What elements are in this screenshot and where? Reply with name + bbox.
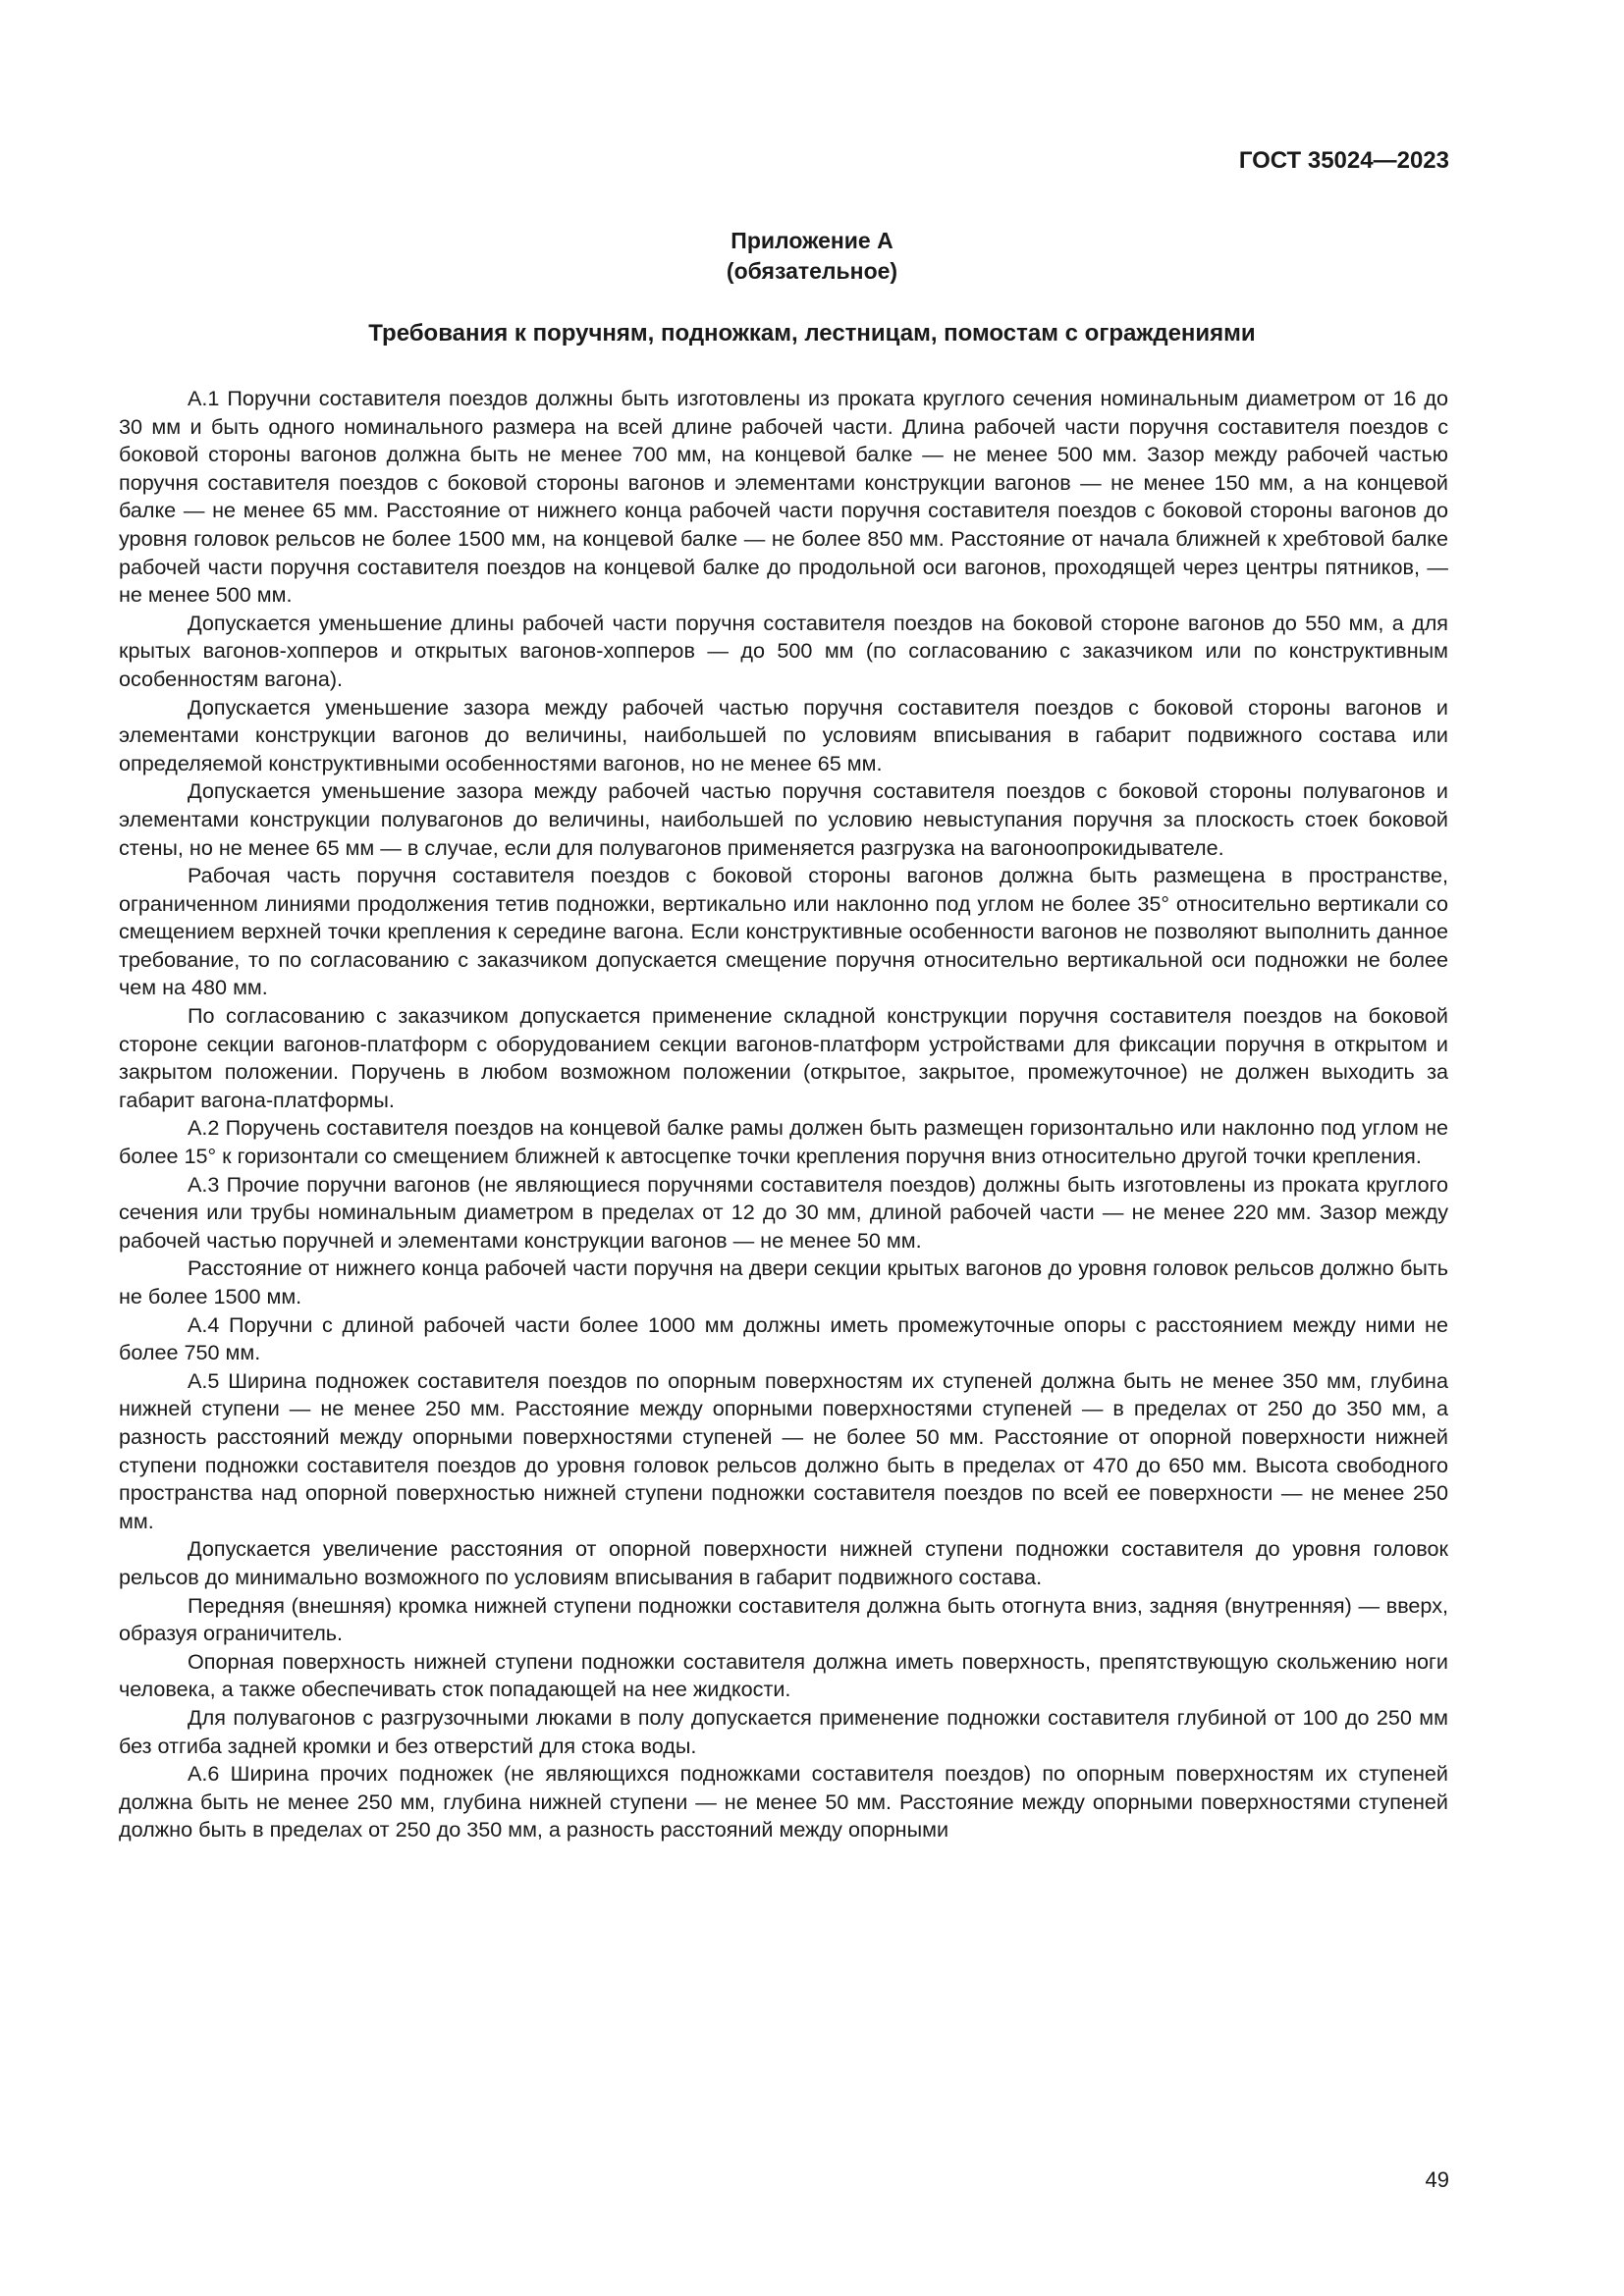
appendix-title: Приложение А xyxy=(731,228,893,253)
page-number: 49 xyxy=(1425,2167,1449,2192)
paragraph: Опорная поверхность нижней ступени подножки составителя должна иметь поверхность, препятствующую скольжению ноги человека, а также обеспечивать сток попадающей на нее жидкости. xyxy=(119,1648,1448,1702)
paragraph: По согласованию с заказчиком допускается применение складной конструкции поручня составителя поездов на боковой стороне секции вагонов-платформ с оборудованием секции вагонов-платформ устройствами для фиксации поручня в открытом и закрытом положении. Поручень в любом возможном положении (открытое, закрытое, промежуточное) не должен выходить за габарит вагона-платформы. xyxy=(119,1003,1448,1112)
paragraph: Для полувагонов с разгрузочными люками в полу допускается применение подножки составителя глубиной от 100 до 250 мм без отгиба задней кромки и без отверстий для стока воды. xyxy=(119,1704,1448,1758)
paragraph: А.5 Ширина подножек составителя поездов по опорным поверхностям их ступеней должна быть не менее 350 мм, глубина нижней ступени — не менее 250 мм. Расстояние между опорными поверхностями ступеней — в пределах от 250 до 350 мм, а разность расстояний между опорными поверхностями ступеней — не более 50 мм. Расстояние от опорной поверхности нижней ступени подножки составителя поездов до уровня головок рельсов должно быть в пределах от 470 до 650 мм. Высота свободного пространства над опорной поверхностью нижней ступени подножки составителя поездов по всей ее поверхности — не менее 250 мм. xyxy=(119,1367,1448,1533)
paragraph: Допускается уменьшение длины рабочей части поручня составителя поездов на боковой стороне вагонов до 550 мм, а для крытых вагонов-хопперов и открытых вагонов-хопперов — до 500 мм (по согласованию с заказчиком или по конструктивным особенностям вагона). xyxy=(119,610,1448,691)
paragraph: А.6 Ширина прочих подножек (не являющихся подножками составителя поездов) по опорным поверхностям их ступеней должна быть не менее 250 мм, глубина нижней ступени — не менее 50 мм. Расстояние между опорными поверхностями ступеней должно быть в пределах от 250 до 350 мм, а разность расстояний между опорными xyxy=(119,1761,1448,1842)
paragraph: Передняя (внешняя) кромка нижней ступени подножки составителя должна быть отогнута вниз, задняя (внутренняя) — вверх, образуя ограничитель. xyxy=(119,1592,1448,1646)
paragraph: Рабочая часть поручня составителя поездов с боковой стороны вагонов должна быть размещена в пространстве, ограниченном линиями продолжения тетив подножки, вертикально или наклонно под углом не более 35° относительно вертикали со смещением верхней точки крепления к середине вагона. Если конструктивные особенности вагонов не позволяют выполнить данное требование, то по согласованию с заказчиком допускается смещение поручня относительно вертикальной оси подножки не более чем на 480 мм. xyxy=(119,863,1448,1000)
paragraph: Допускается уменьшение зазора между рабочей частью поручня составителя поездов с боковой стороны вагонов и элементами конструкции вагонов до величины, наибольшей по условиям вписывания в габарит подвижного состава или определяемой конструктивными особенностями вагонов, но не менее 65 мм. xyxy=(119,694,1448,775)
appendix-heading xyxy=(0,226,1624,287)
paragraph: Допускается уменьшение зазора между рабочей частью поручня составителя поездов с боковой стороны полувагонов и элементами конструкции полувагонов до величины, наибольшей по условию невыступания поручня за плоскость стоек боковой стены, но не менее 65 мм — в случае, если для полувагонов применяется разгрузка на вагоноопрокидывателе. xyxy=(119,778,1448,860)
body-text xyxy=(119,385,1448,1844)
paragraph: А.4 Поручни с длиной рабочей части более 1000 мм должны иметь промежуточные опоры с расстоянием между ними не более 750 мм. xyxy=(119,1311,1448,1365)
paragraph: Расстояние от нижнего конца рабочей части поручня на двери секции крытых вагонов до уровня головок рельсов должно быть не более 1500 мм. xyxy=(119,1255,1448,1308)
section-title: Требования к поручням, подножкам, лестницам, помостам с ограждениями xyxy=(368,320,1256,347)
paragraph: Допускается увеличение расстояния от опорной поверхности нижней ступени подножки составителя до уровня головок рельсов до минимально возможного по условиям вписывания в габарит подвижного состава. xyxy=(119,1536,1448,1589)
paragraph: А.2 Поручень составителя поездов на концевой балке рамы должен быть размещен горизонтально или наклонно под углом не более 15° к горизонтали со смещением ближней к автосцепке точки крепления поручня вниз относительно другой точки крепления. xyxy=(119,1115,1448,1169)
paragraph: А.3 Прочие поручни вагонов (не являющиеся поручнями составителя поездов) должны быть изготовлены из проката круглого сечения или трубы номинальным диаметром в пределах от 12 до 30 мм, длиной рабочей части — не менее 220 мм. Зазор между рабочей частью поручней и элементами конструкции вагонов — не менее 50 мм. xyxy=(119,1171,1448,1253)
appendix-status: (обязательное) xyxy=(726,258,898,284)
standard-code: ГОСТ 35024—2023 xyxy=(1238,147,1449,174)
paragraph: А.1 Поручни составителя поездов должны быть изготовлены из проката круглого сечения номинальным диаметром от 16 до 30 мм и быть одного номинального размера на всей длине рабочей части. Длина рабочей части поручня составителя поездов с боковой стороны вагонов должна быть не менее 700 мм, на концевой балке — не менее 500 мм. Зазор между рабочей частью поручня составителя поездов с боковой стороны вагонов и элементами конструкции вагонов — не менее 150 мм, а на концевой балке — не менее 65 мм. Расстояние от нижнего конца рабочей части поручня составителя поездов с боковой стороны вагонов до уровня головок рельсов не более 1500 мм, на концевой балке — не более 850 мм. Расстояние от начала ближней к хребтовой балке рабочей части поручня составителя поездов на концевой балке до продольной оси вагонов, проходящей через центры пятников, — не менее 500 мм. xyxy=(119,386,1448,608)
